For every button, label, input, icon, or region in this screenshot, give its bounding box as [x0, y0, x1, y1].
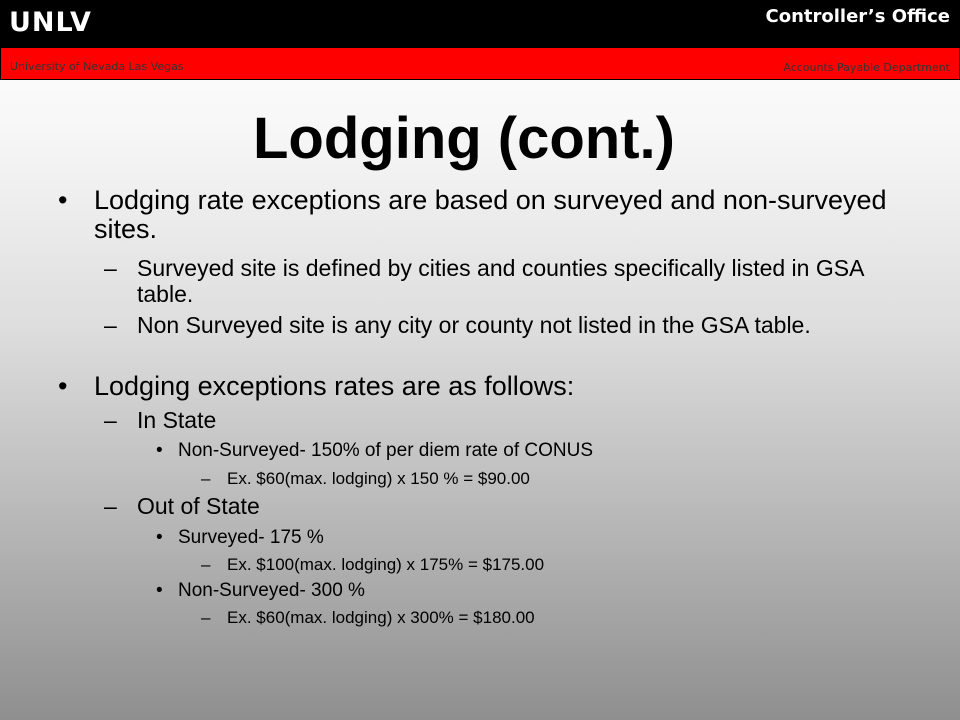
- third-level-text: Surveyed- 175 %: [178, 527, 324, 548]
- fourth-level-item: [201, 608, 867, 628]
- third-level-item: [156, 580, 878, 602]
- bullet-marker: •: [156, 527, 163, 548]
- unlv-logo: UNLV: [9, 7, 92, 38]
- sub-bullet-text: Surveyed site is defined by cities and counties specifically listed in GSA table.: [137, 255, 864, 307]
- bullet-marker: •: [156, 580, 163, 601]
- dash-marker: –: [104, 493, 117, 519]
- bullet-item: [58, 185, 914, 244]
- sub-bullet-item: [104, 255, 917, 307]
- bullet-marker: •: [156, 440, 163, 461]
- third-level-item: [156, 527, 878, 549]
- third-level-item: [156, 440, 878, 462]
- bullet-text: Lodging rate exceptions are based on surveyed and non-surveyed sites.: [94, 185, 887, 244]
- bullet-marker: •: [58, 371, 68, 401]
- dash-marker: –: [104, 312, 117, 338]
- dash-marker: –: [201, 555, 211, 574]
- sub-bullet-text: Out of State: [137, 493, 260, 519]
- bullet-text: Lodging exceptions rates are as follows:: [94, 371, 575, 401]
- fourth-level-text: Ex. $100(max. lodging) x 175% = $175.00: [227, 555, 545, 574]
- university-name: University of Nevada Las Vegas: [10, 60, 184, 73]
- fourth-level-text: Ex. $60(max. lodging) x 300% = $180.00: [227, 608, 535, 627]
- sub-bullet-item: [104, 312, 917, 338]
- sub-bullet-text: Non Surveyed site is any city or county not listed in the GSA table.: [137, 312, 811, 338]
- dash-marker: –: [201, 469, 211, 488]
- sub-bullet-item: [104, 407, 917, 433]
- bullet-marker: •: [58, 185, 68, 215]
- dash-marker: –: [104, 255, 117, 281]
- sub-bullet-item: [104, 493, 917, 519]
- department-name: Accounts Payable Department: [783, 61, 950, 74]
- dash-marker: –: [104, 407, 117, 433]
- fourth-level-text: Ex. $60(max. lodging) x 150 % = $90.00: [227, 469, 530, 488]
- third-level-text: Non-Surveyed- 150% of per diem rate of CONUS: [178, 440, 594, 461]
- bullet-item: [58, 371, 914, 401]
- fourth-level-item: [201, 469, 867, 489]
- fourth-level-item: [201, 555, 867, 575]
- dash-marker: –: [201, 608, 211, 627]
- slide-title: Lodging (cont.): [253, 106, 675, 171]
- office-title: Controller’s Office: [765, 6, 950, 27]
- third-level-text: Non-Surveyed- 300 %: [178, 580, 365, 601]
- sub-bullet-text: In State: [137, 407, 217, 433]
